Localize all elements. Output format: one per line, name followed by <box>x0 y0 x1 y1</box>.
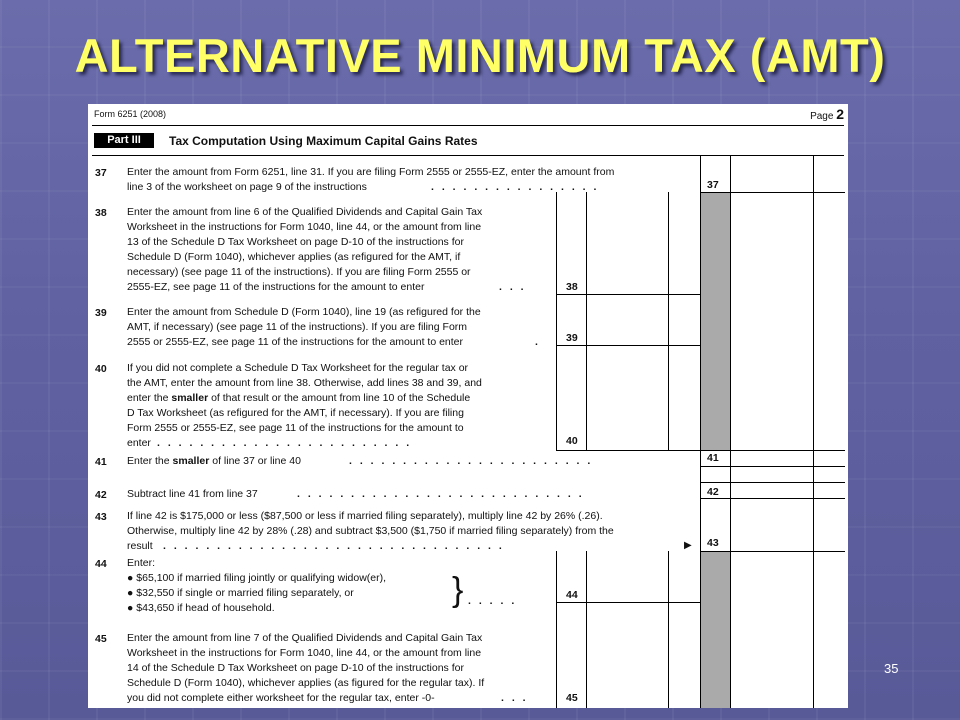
line-45-number: 45 <box>95 633 107 645</box>
form-6251-page <box>88 104 848 708</box>
form-header: Form 6251 (2008) <box>94 109 167 119</box>
line-40-text: If you did not complete a Schedule D Tax Worksheet for the regular tax or the AMT, enter the amount from line 38. Otherwise, add lines 38 and 39, and enter the smaller of that result or the amount from line 10 of the Schedule D Tax Worksheet (as refigured for the AMT, if necessary). If you are filing Form 2555 or 2555-EZ, see page 11 of the instructions for the amount to enter . . . . . . . . . . . . . . . . . . . . . . . . <box>127 362 482 449</box>
row-line-41b <box>700 482 845 483</box>
line-41-text: Enter the smaller of line 37 or line 40 . . . . . . . . . . . . . . . . . . . . . . . <box>127 455 593 467</box>
line-43-text: If line 42 is $175,000 or less ($87,500 or less if married filing separately), multiply line 42 by 26% (.26). Otherwise, multiply line 42 by 28% (.28) and subtract $3,500 ($1,750 if married filing separately) from the result . . . . . . . . . . . . . . . . . . . . . . . . . . . . . . . . ▶ <box>127 510 692 552</box>
box-44-label: 44 <box>566 589 578 601</box>
row-line-37 <box>700 192 845 193</box>
line-43-number: 43 <box>95 511 107 523</box>
right-col-divider <box>730 155 731 708</box>
inner-col-left-border <box>556 192 557 451</box>
line-42-text: Subtract line 41 from line 37 . . . . . . . . . . . . . . . . . . . . . . . . . . . <box>127 488 585 500</box>
row-line-38 <box>556 294 700 295</box>
line-39-number: 39 <box>95 307 107 319</box>
box-38-label: 38 <box>566 281 578 293</box>
box-39-label: 39 <box>566 332 578 344</box>
inner-col-cents-divider <box>668 192 669 451</box>
box-41-label: 41 <box>707 452 719 464</box>
part-label: Part III <box>94 133 154 148</box>
line-39-text: Enter the amount from Schedule D (Form 1040), line 19 (as refigured for the AMT, if necessary) (see page 11 of the instructions). If you are filing Form 2555 or 2555-EZ, see page 11 of the instructions for the amount to enter . <box>127 306 541 348</box>
line-38-text: Enter the amount from line 6 of the Qualified Dividends and Capital Gain Tax Worksheet in the instructions for Form 1040, line 44, or the amount from line 13 of the Schedule D Tax Worksheet on page D-10 of the instructions for Schedule D (Form 1040), whichever applies (as refigured for the AMT, if necessary) (see page 11 of the instructions). If you are filing Form 2555 or 2555-EZ, see page 11 of the instructions for the amount to enter . . . <box>127 206 527 293</box>
box-40-label: 40 <box>566 435 578 447</box>
inner-col-divider <box>586 192 587 451</box>
line-41-number: 41 <box>95 456 107 468</box>
page-label: Page 2 <box>810 106 844 122</box>
part-rule <box>92 155 844 156</box>
line-44-text: Enter: ● $65,100 if married filing jointly or qualifying widow(er), ● $32,550 if single or married filing separately, or ● $43,650 if head of household. <box>127 557 387 614</box>
line-40-number: 40 <box>95 363 107 375</box>
header-rule <box>92 125 844 126</box>
line-37-text: Enter the amount from Form 6251, line 31. If you are filing Form 2555 or 2555-EZ, enter the amount from line 3 of the worksheet on page 9 of the instructions . . . . . . . . . . . . . . . . <box>127 166 615 193</box>
box-45-label: 45 <box>566 692 578 704</box>
box-43-label: 43 <box>707 537 719 549</box>
row-line-39 <box>556 345 700 346</box>
right-col-cents-divider <box>813 155 814 708</box>
inner-col-cents-divider-2 <box>668 551 669 708</box>
inner-col-left-border-2 <box>556 551 557 708</box>
slide-number: 35 <box>884 661 899 676</box>
inner-col-divider-2 <box>586 551 587 708</box>
row-line-42a <box>700 498 845 499</box>
part-title: Tax Computation Using Maximum Capital Gains Rates <box>169 134 478 148</box>
shaded-box-38-40 <box>701 192 730 451</box>
line-45-text: Enter the amount from line 7 of the Qualified Dividends and Capital Gain Tax Worksheet in the instructions for Form 1040, line 44, or the amount from line 14 of the Schedule D Tax Worksheet on page D-10 of the instructions for Schedule D (Form 1040), whichever applies (as figured for the regular tax). If you did not complete either worksheet for the regular tax, enter -0- . . . <box>127 632 529 704</box>
row-line-40 <box>556 450 845 451</box>
row-line-43 <box>700 551 845 552</box>
row-line-41 <box>700 466 845 467</box>
line-44-number: 44 <box>95 558 107 570</box>
line-38-number: 38 <box>95 207 107 219</box>
box-42-label: 42 <box>707 486 719 498</box>
shaded-box-44-45 <box>701 551 730 708</box>
line-44-dots: . . . . . <box>468 595 517 607</box>
line-42-number: 42 <box>95 489 107 501</box>
row-line-44 <box>556 602 700 603</box>
line-37-number: 37 <box>95 167 107 179</box>
box-37-label: 37 <box>707 179 719 191</box>
slide-title: ALTERNATIVE MINIMUM TAX (AMT) <box>74 29 886 82</box>
brace: } <box>452 571 464 609</box>
